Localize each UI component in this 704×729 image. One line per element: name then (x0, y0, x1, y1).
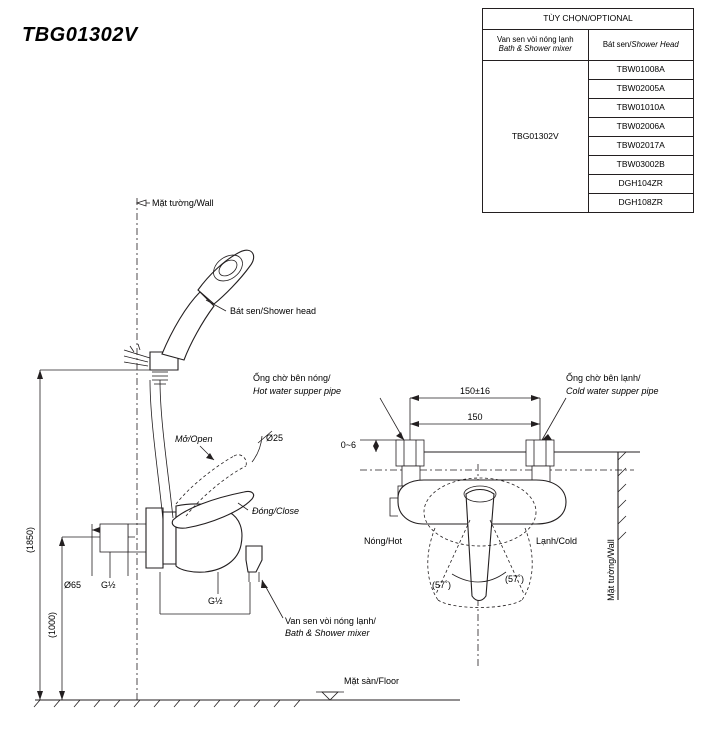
dim-06-label: 0~6 (340, 440, 356, 450)
table-row: TBW02017A (588, 137, 694, 156)
table-row: DGH108ZR (588, 194, 694, 213)
col1-line2: Bath & Shower mixer (498, 44, 572, 53)
hot-label: Nóng/Hot (364, 536, 403, 546)
floor-label: Mặt sàn/Floor (344, 676, 400, 686)
escutcheon (146, 508, 163, 568)
table-row: DGH104ZR (588, 175, 694, 194)
dim-1850-label: (1850) (25, 526, 35, 554)
wall-hatch-right (618, 452, 626, 540)
dim-150-label: 150 (467, 412, 483, 422)
dim-1850-arrow-bottom (37, 691, 43, 700)
dim-06-arrow-top (373, 440, 379, 446)
dia25-arc (252, 436, 262, 462)
dia65-arrow-left (92, 527, 100, 533)
dim-1000-arrow-top (59, 537, 65, 546)
spout-outlet (246, 546, 262, 572)
cold-label: Lạnh/Cold (536, 536, 578, 546)
cold-pipe-leader (542, 398, 566, 440)
floor-level-symbol (322, 692, 338, 700)
table-row: TBW02006A (588, 118, 694, 137)
dia25-label: Ø25 (266, 433, 284, 443)
lever-open-tip (234, 455, 246, 466)
g-half-right-label: G½ (208, 596, 223, 606)
floor-hatch (34, 700, 300, 707)
mixer-label-line2: Bath & Shower mixer (285, 628, 370, 638)
mixer-lever-front (466, 490, 494, 601)
wall-flange-box (100, 524, 128, 552)
dim-150tol-label: 150±16 (460, 386, 490, 396)
cold-pipe-label-line1: Ống chờ bên lạnh/ (566, 373, 641, 383)
cold-supply-flange (526, 440, 554, 466)
wall-arrow-icon (137, 200, 146, 206)
open-label: Mở/Open (175, 434, 213, 444)
handshower-handle (162, 292, 214, 360)
option-table-mixer-model: TBG01302V (483, 61, 589, 213)
hot-pipe-label-line1: Ống chờ bên nóng/ (253, 373, 331, 383)
dim-06-arrow-bottom (373, 446, 379, 452)
dim-1000-label: (1000) (47, 611, 57, 639)
hot-pipe-arrow-icon (396, 432, 404, 440)
handshower-head (198, 250, 254, 304)
table-row: TBW01008A (588, 61, 694, 80)
wall-right-label: Mặt tường/Wall (606, 539, 616, 601)
dim-150tol-arrow-left (410, 395, 419, 401)
option-table-header: TÙY CHỌN/OPTIONAL (483, 9, 694, 30)
dia65-label: Ø65 (64, 580, 82, 590)
angle-left-label: (57˚) (432, 580, 452, 590)
cold-pipe-label-line2: Cold water supper pipe (566, 386, 659, 396)
table-row: TBW01010A (588, 99, 694, 118)
wall-top-label: Mặt tường/Wall (152, 198, 214, 208)
g-half-left-label: G½ (101, 580, 116, 590)
col2-line2: Shower Head (631, 39, 679, 49)
table-row: TBW03002B (588, 156, 694, 175)
hot-supply-flange (396, 440, 424, 466)
mixer-left-bracket (390, 498, 398, 516)
angle-right-label: (57˚) (505, 574, 525, 584)
col1-line1: Van sen vòi nóng lạnh (496, 35, 574, 45)
hot-pipe-label-line2: Hot water supper pipe (253, 386, 342, 396)
table-row: TBW02005A (588, 80, 694, 99)
dim-150tol-arrow-right (531, 395, 540, 401)
dim-150-arrow-right (531, 421, 540, 427)
dim-1850-arrow-top (37, 370, 43, 379)
rotation-bottom-arc (438, 600, 522, 608)
shower-head-label-vi: Bát sen/Shower head (230, 306, 317, 316)
col2-line1: Bát sen/ (602, 39, 632, 49)
mixer-label-arrow-icon (261, 580, 268, 588)
rotation-right-arc (522, 528, 532, 600)
dim-1000-arrow-bottom (59, 691, 65, 700)
dim-150-arrow-left (410, 421, 419, 427)
close-label: Đóng/Close (252, 506, 300, 516)
shower-hose-2 (160, 380, 173, 518)
open-arrow-icon (206, 453, 214, 460)
page-title: TBG01302V (22, 24, 138, 46)
mixer-label-line1: Van sen vòi nóng lạnh/ (285, 616, 376, 626)
